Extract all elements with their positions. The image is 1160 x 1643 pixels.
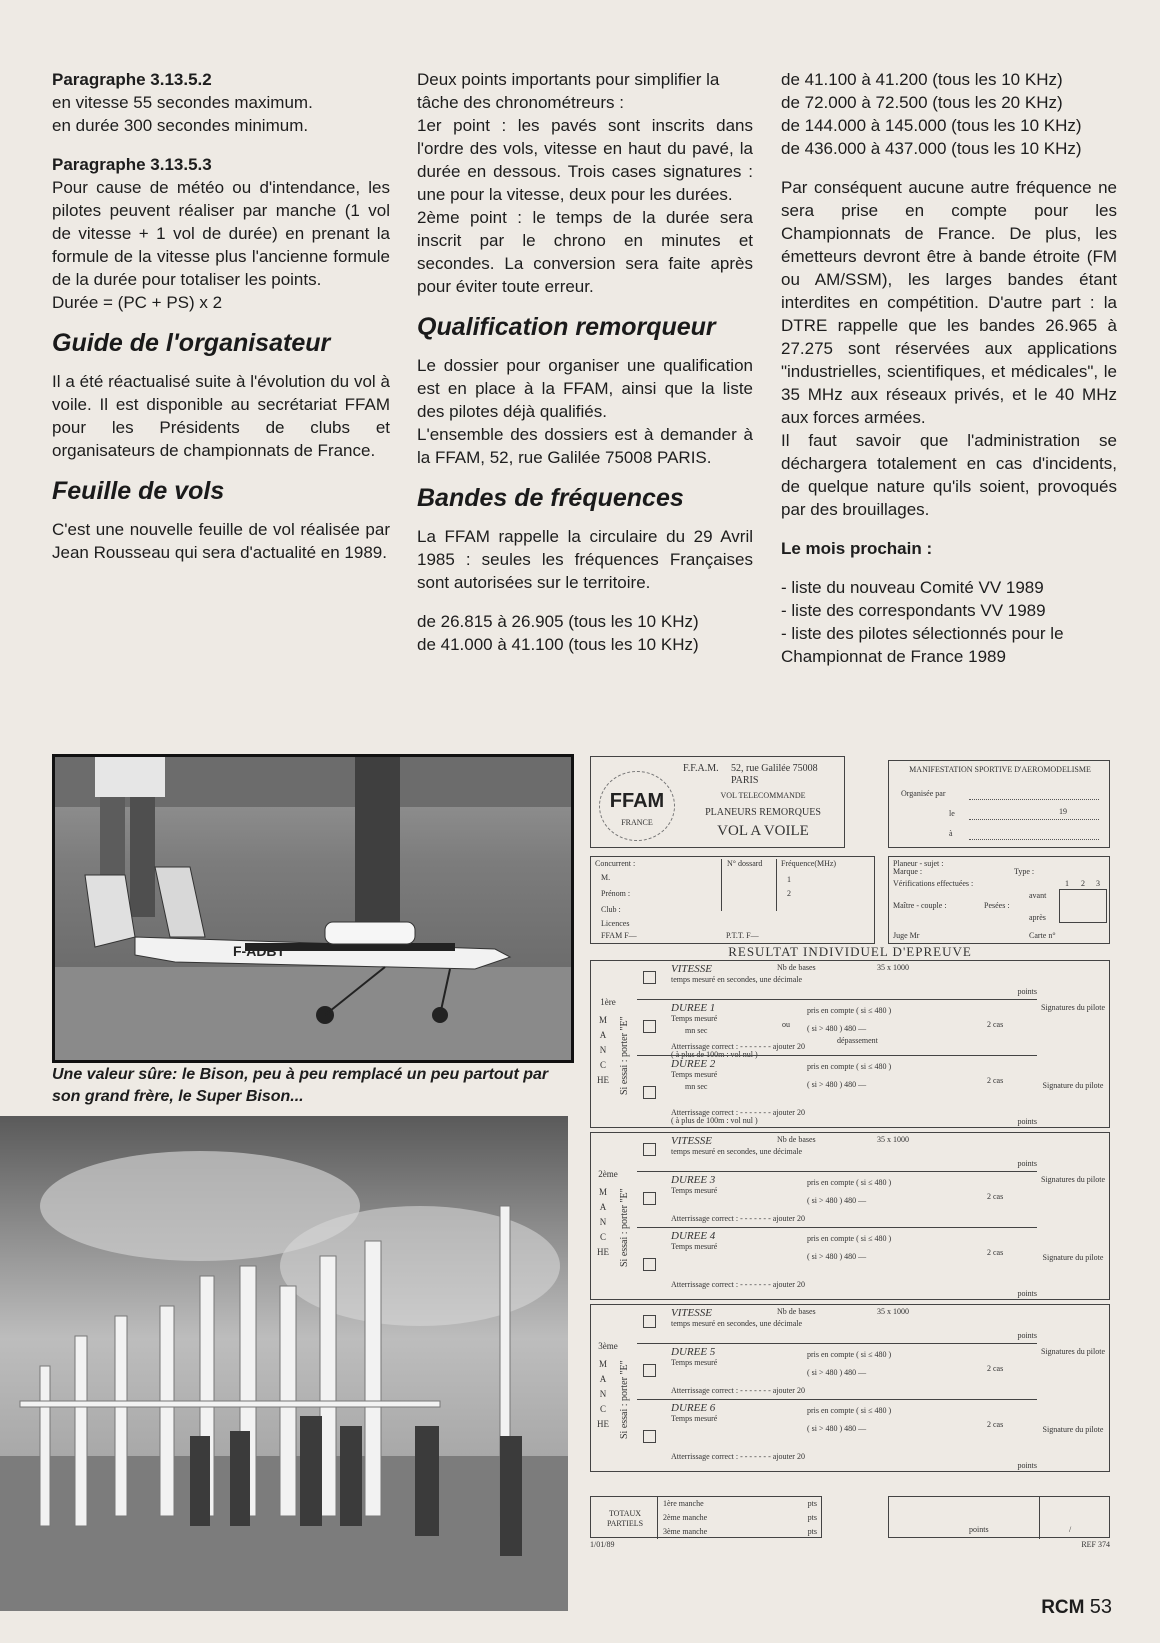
essai-checkbox[interactable]	[643, 971, 656, 984]
frequency-line: de 41.000 à 41.100 (tous les 10 KHz)	[417, 635, 699, 654]
temps-mesure-label: Temps mesuré	[671, 1070, 718, 1079]
logo-text: FFAM	[609, 790, 665, 812]
section-body: Il a été réactualisé suite à l'évolution du vol à voile. Il est disponible au secrétariat FFAM pour les Présidents de clubs et organisateurs de championnats de France.	[52, 372, 390, 460]
ptt-licence-label: P.T.T. F—	[726, 931, 759, 940]
planeur-label: Planeur - sujet :	[893, 859, 944, 868]
essai-checkbox[interactable]	[643, 1258, 656, 1271]
section-body: Il faut savoir que l'administration se déchargera totalement en cas d'incidents, de quelque nature qu'ils soient, provoqués par des brouillages.	[781, 431, 1117, 519]
pesees-label: Pesées :	[984, 901, 1010, 910]
vitesse-row	[637, 1133, 1037, 1171]
text-line: en durée 300 secondes minimum.	[52, 116, 309, 135]
signature-label: Signature du pilote	[1042, 1081, 1104, 1090]
next-item: - liste des correspondants VV 1989	[781, 601, 1046, 620]
concurrent-label: Concurrent :	[595, 859, 636, 868]
essai-checkbox[interactable]	[643, 1364, 656, 1377]
duree-label: DUREE 3	[671, 1174, 716, 1186]
pts-label: pts	[807, 1527, 817, 1536]
point-2: 2ème point : le temps de la durée sera inscrit par le chrono en minutes et secondes. La conversion sera faite après pour éviter toute erreur.	[417, 208, 753, 296]
maitre-label: Maître - couple :	[893, 901, 947, 910]
x1000-label: 35 x 1000	[877, 1135, 909, 1144]
check-num: 3	[1096, 879, 1100, 888]
org-name: F.F.A.M.	[683, 763, 719, 774]
section-body: L'ensemble des dossiers est à demander à la FFAM, 52, rue Galilée 75008 PARIS.	[417, 425, 753, 467]
point-1: 1er point : les pavés sont inscrits dans l'ordre des vols, vitesse en haut du pavé, la durée en dessous. Trois cases signatures : une pour la vitesse, deux pour les durées.	[417, 116, 753, 204]
mn-sec-label: mn sec	[685, 1026, 708, 1035]
pris-label: pris en compte ( si ≤ 480 )	[807, 1234, 892, 1243]
points-label: points	[1017, 987, 1037, 996]
atterrissage-label: Atterrissage correct : - - - - - - - ajouter 20	[671, 1108, 805, 1117]
total-manche-1: 1ère manche	[663, 1499, 704, 1508]
section-title: Guide de l'organisateur	[52, 329, 331, 357]
juge-label: Juge Mr	[893, 931, 920, 940]
atterrissage-label: Atterrissage correct : - - - - - - - ajouter 20	[671, 1452, 805, 1461]
next-item: - liste du nouveau Comité VV 1989	[781, 578, 1044, 597]
essai-label: Si essai : porter "E"	[619, 1360, 630, 1440]
si480-label: ( si > 480 ) 480 —	[807, 1252, 867, 1261]
plus100-label: ( à plus de 100m : vol nul )	[671, 1116, 758, 1125]
column-3	[781, 68, 1117, 668]
totaux-section	[590, 1496, 1110, 1538]
form-line3: VOL A VOILE	[717, 823, 809, 839]
pts-label: pts	[807, 1499, 817, 1508]
manche-number: 3ème	[598, 1341, 618, 1351]
manche-letters: MANCHE	[597, 1015, 609, 1085]
temps-label: temps mesuré en secondes, une décimale	[671, 1319, 803, 1328]
plane-registration: F-ADBT	[233, 943, 286, 959]
pris-label: pris en compte ( si ≤ 480 )	[807, 1178, 892, 1187]
signature-label: Signature du pilote	[1042, 1425, 1104, 1434]
essai-label: Si essai : porter "E"	[619, 1016, 630, 1096]
x1000-label: 35 x 1000	[877, 963, 909, 972]
duree-row	[637, 999, 1037, 1059]
pris-label: pris en compte ( si ≤ 480 )	[807, 1006, 892, 1015]
organisee-label: Organisée par	[901, 789, 946, 798]
frequency-line: de 144.000 à 145.000 (tous les 10 KHz)	[781, 116, 1082, 135]
deux-cas-label: 2 cas	[987, 1192, 1004, 1201]
dossard-label: N° dossard	[727, 859, 763, 868]
duree-row	[637, 1055, 1037, 1129]
points-label: points	[1017, 1159, 1037, 1168]
pris-label: pris en compte ( si ≤ 480 )	[807, 1350, 892, 1359]
paragraph-heading: Paragraphe 3.13.5.2	[52, 70, 212, 89]
concurrent-box	[590, 856, 875, 944]
duree-row	[637, 1227, 1037, 1301]
section-body: Le dossier pour organiser une qualification est en place à la FFAM, ainsi que la liste des pilotes déjà qualifiés.	[417, 356, 753, 421]
nb-bases-label: Nb de bases	[777, 1307, 816, 1316]
carte-label: Carte n°	[1029, 931, 1056, 940]
vitesse-label: VITESSE	[671, 963, 712, 975]
deux-cas-label: 2 cas	[987, 1364, 1004, 1373]
logo-country: FRANCE	[621, 818, 653, 827]
page-number: 53	[1089, 1596, 1112, 1618]
mn-sec-label: mn sec	[685, 1082, 708, 1091]
form-header	[590, 756, 845, 848]
duree-label: DUREE 4	[671, 1230, 716, 1242]
flight-sheet-form	[590, 756, 1110, 1549]
photo-gliders-lineup	[0, 1116, 568, 1611]
deux-cas-label: 2 cas	[987, 1248, 1004, 1257]
section-title: Qualification remorqueur	[417, 313, 716, 341]
si480-label: ( si > 480 ) 480 —	[807, 1024, 867, 1033]
planeur-box	[888, 856, 1110, 944]
ffam-licence-label: FFAM F—	[601, 931, 637, 940]
manche-number: 2ème	[598, 1169, 618, 1179]
magazine-name: RCM	[1041, 1597, 1085, 1618]
deux-cas-label: 2 cas	[987, 1420, 1004, 1429]
section-body: Par conséquent aucune autre fréquence ne sera prise en compte pour les Championnats de France. De plus, les émetteurs devront être à bande étroite (FM ou AM/SSM), les larges bandes étant interdites en compétition. D'autre part : la DTRE rappelle que les bandes 26.965 à 27.275 sont réservées aux applications "industrielles, scientifiques, et médicales", le 35 MHz aux réseaux privés, et le 40 MHz aux forces armées.	[781, 178, 1117, 427]
duree-label: DUREE 6	[671, 1402, 716, 1414]
licences-label: Licences	[601, 919, 630, 928]
signature-label: Signatures du pilote	[1041, 1003, 1105, 1012]
final-total-box	[888, 1496, 1110, 1538]
frequency-line: de 26.815 à 26.905 (tous les 10 KHz)	[417, 612, 699, 631]
atterrissage-label: Atterrissage correct : - - - - - - - ajouter 20	[671, 1386, 805, 1395]
temps-mesure-label: Temps mesuré	[671, 1414, 718, 1423]
manche-letters: MANCHE	[597, 1359, 609, 1429]
year-label: 19	[1059, 807, 1067, 816]
photo-caption: Une valeur sûre: le Bison, peu à peu remplacé un peu partout par son grand frère, le Super Bison...	[52, 1066, 549, 1105]
club-label: Club :	[601, 905, 621, 914]
si480-label: ( si > 480 ) 480 —	[807, 1424, 867, 1433]
frequency-line: de 436.000 à 437.000 (tous les 10 KHz)	[781, 139, 1082, 158]
essai-checkbox[interactable]	[643, 1192, 656, 1205]
si480-label: ( si > 480 ) 480 —	[807, 1196, 867, 1205]
manche-letters: MANCHE	[597, 1187, 609, 1257]
essai-checkbox[interactable]	[643, 1430, 656, 1443]
points-label: points	[1017, 1331, 1037, 1340]
column-2	[417, 68, 753, 656]
paragraph-heading: Paragraphe 3.13.5.3	[52, 155, 212, 174]
duree-label: DUREE 5	[671, 1346, 716, 1358]
si480-label: ( si > 480 ) 480 —	[807, 1368, 867, 1377]
vitesse-row	[637, 1305, 1037, 1343]
si480-label: ( si > 480 ) 480 —	[807, 1080, 867, 1089]
duree-row	[637, 1343, 1037, 1399]
type-label: Type :	[1014, 867, 1035, 876]
next-item: - liste des pilotes sélectionnés pour le Championnat de France 1989	[781, 624, 1064, 666]
temps-mesure-label: Temps mesuré	[671, 1358, 718, 1367]
nb-bases-label: Nb de bases	[777, 963, 816, 972]
temps-label: temps mesuré en secondes, une décimale	[671, 1147, 803, 1156]
temps-mesure-label: Temps mesuré	[671, 1186, 718, 1195]
atterrissage-label: Atterrissage correct : - - - - - - - ajouter 20	[671, 1042, 805, 1051]
depassement-label: dépassement	[837, 1036, 878, 1045]
marque-label: Marque :	[893, 867, 923, 876]
totaux-label: TOTAUX PARTIELS	[606, 1509, 644, 1528]
ratio-label: /	[1069, 1525, 1072, 1534]
atterrissage-label: Atterrissage correct : - - - - - - - ajouter 20	[671, 1214, 805, 1223]
signature-label: Signatures du pilote	[1041, 1347, 1105, 1356]
paragraph-body: Pour cause de météo ou d'intendance, les pilotes peuvent réaliser par manche (1 vol de vitesse + 1 vol de durée) en prenant la formule de la vitesse plus l'ancienne formule de la durée pour totaliser les points.	[52, 178, 390, 289]
signature-label: Signatures du pilote	[1041, 1175, 1105, 1184]
duree-row	[637, 1171, 1037, 1227]
vitesse-label: VITESSE	[671, 1307, 712, 1319]
temps-label: temps mesuré en secondes, une décimale	[671, 975, 803, 984]
le-label: le	[949, 809, 955, 818]
points-label: points	[1017, 1461, 1037, 1470]
temps-mesure-label: Temps mesuré	[671, 1242, 718, 1251]
ou-label: ou	[782, 1020, 790, 1029]
avant-label: avant	[1029, 891, 1047, 900]
form-date: 1/01/89	[590, 1540, 615, 1549]
manifestation-box	[888, 760, 1110, 848]
section-title: Bandes de fréquences	[417, 484, 684, 512]
manche-number: 1ère	[600, 997, 616, 1007]
next-month-title: Le mois prochain :	[781, 539, 933, 558]
manche-block-3	[590, 1304, 1110, 1472]
apres-label: après	[1029, 913, 1046, 922]
total-manche-3: 3ème manche	[663, 1527, 708, 1536]
frequency-line: de 41.100 à 41.200 (tous les 10 KHz)	[781, 70, 1063, 89]
ffam-logo	[599, 771, 675, 841]
form-line2: PLANEURS REMORQUES	[705, 807, 821, 818]
duree-row	[637, 1399, 1037, 1473]
vitesse-label: VITESSE	[671, 1135, 712, 1147]
page-footer	[1041, 1596, 1112, 1619]
signature-label: Signature du pilote	[1042, 1253, 1104, 1262]
pris-label: pris en compte ( si ≤ 480 )	[807, 1062, 892, 1071]
total-manche-2: 2ème manche	[663, 1513, 708, 1522]
freq-2: 2	[787, 889, 791, 898]
essai-checkbox[interactable]	[643, 1315, 656, 1328]
duree-label: DUREE 2	[671, 1058, 716, 1070]
points-label: points	[969, 1525, 989, 1534]
points-label: points	[1017, 1289, 1037, 1298]
deux-cas-label: 2 cas	[987, 1076, 1004, 1085]
prenom-label: Prénom :	[601, 889, 631, 898]
section-body: C'est une nouvelle feuille de vol réalisée par Jean Rousseau qui sera d'actualité en 1989.	[52, 520, 390, 562]
intro-text: Deux points importants pour simplifier la tâche des chronométreurs :	[417, 70, 720, 112]
frequency-line: de 72.000 à 72.500 (tous les 20 KHz)	[781, 93, 1063, 112]
column-1	[52, 68, 390, 564]
atterrissage-label: Atterrissage correct : - - - - - - - ajouter 20	[671, 1280, 805, 1289]
pris-label: pris en compte ( si ≤ 480 )	[807, 1406, 892, 1415]
essai-checkbox[interactable]	[643, 1086, 656, 1099]
duree-label: DUREE 1	[671, 1002, 716, 1014]
m-label: M.	[601, 873, 611, 882]
manche-block-2	[590, 1132, 1110, 1300]
x1000-label: 35 x 1000	[877, 1307, 909, 1316]
deux-cas-label: 2 cas	[987, 1020, 1004, 1029]
vitesse-row	[637, 961, 1037, 999]
resultat-title: RESULTAT INDIVIDUEL D'EPREUVE	[728, 944, 972, 959]
temps-mesure-label: Temps mesuré	[671, 1014, 718, 1023]
manif-title: MANIFESTATION SPORTIVE D'AEROMODELISME	[909, 765, 1091, 774]
pts-label: pts	[807, 1513, 817, 1522]
a-label: à	[949, 829, 953, 838]
essai-label: Si essai : porter "E"	[619, 1188, 630, 1268]
totaux-box	[590, 1496, 822, 1538]
form-line1: VOL TELECOMMANDE	[720, 791, 806, 800]
formula: Durée = (PC + PS) x 2	[52, 293, 223, 312]
freq-1: 1	[787, 875, 791, 884]
points-label: points	[1017, 1117, 1037, 1126]
org-address: 52, rue Galilée 75008 PARIS	[731, 763, 818, 786]
verif-label: Vérifications effectuées :	[893, 879, 974, 888]
check-num: 1	[1065, 879, 1069, 888]
manche-block-1	[590, 960, 1110, 1128]
nb-bases-label: Nb de bases	[777, 1135, 816, 1144]
essai-checkbox[interactable]	[643, 1143, 656, 1156]
section-title: Feuille de vols	[52, 477, 225, 505]
section-body: La FFAM rappelle la circulaire du 29 Avril 1985 : seules les fréquences Françaises sont autorisées sur le territoire.	[417, 527, 753, 592]
check-num: 2	[1081, 879, 1085, 888]
form-ref: REF 374	[1081, 1540, 1110, 1549]
essai-checkbox[interactable]	[643, 1020, 656, 1033]
photo-bison-plane	[52, 754, 574, 1063]
text-line: en vitesse 55 secondes maximum.	[52, 93, 313, 112]
frequence-label: Fréquence(MHz)	[781, 859, 837, 868]
plus100-label: ( à plus de 100m : vol nul )	[671, 1050, 758, 1059]
